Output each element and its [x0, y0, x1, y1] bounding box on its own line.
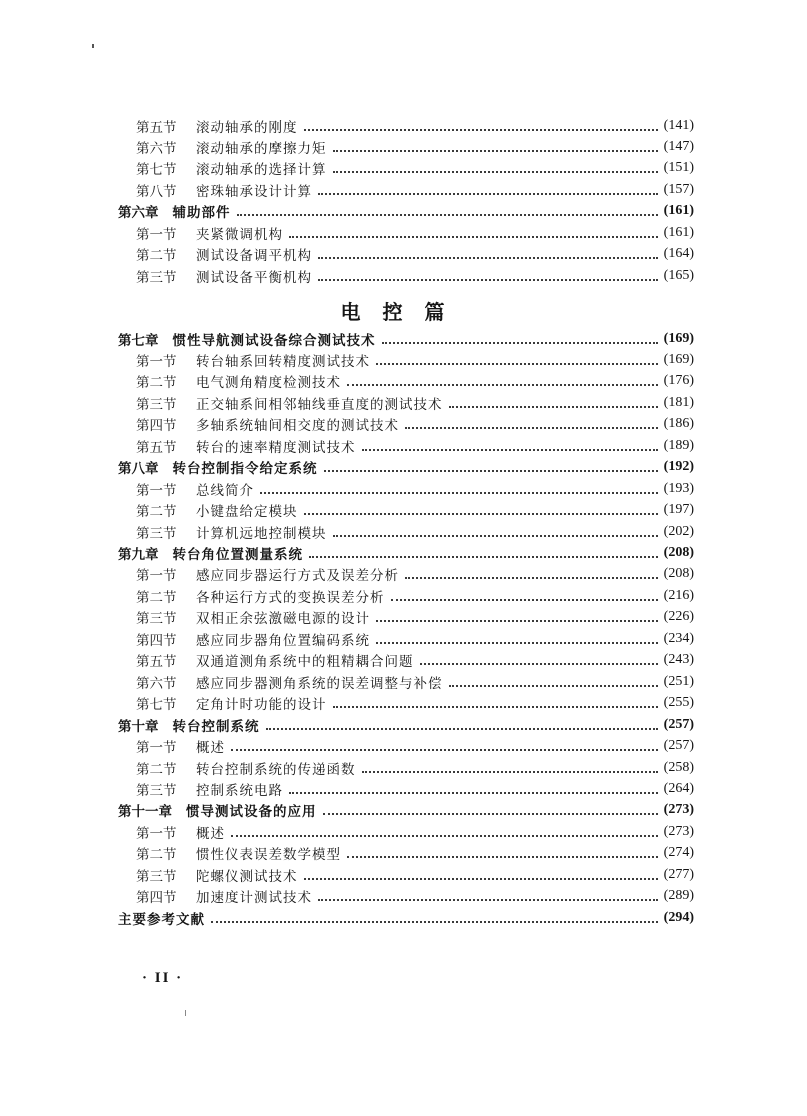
dot-leader: [266, 728, 658, 730]
toc-entry-page: (277): [663, 866, 694, 882]
toc-entry-page: (273): [663, 802, 694, 818]
toc-entry-number: 第二节: [136, 589, 177, 606]
toc-entry-page: (186): [663, 416, 694, 432]
toc-section-row[interactable]: [118, 222, 694, 243]
dot-leader: [231, 749, 658, 751]
toc-entry-title: 惯性仪表误差数学模型: [196, 847, 341, 864]
toc-entry-page: (234): [663, 630, 694, 646]
toc-entry-title: 控制系统电路: [196, 782, 283, 799]
dot-leader: [391, 599, 658, 601]
toc-entry-number: 第七节: [136, 697, 177, 714]
dot-leader: [420, 663, 658, 665]
dot-leader: [362, 771, 658, 773]
toc-section-row[interactable]: [118, 607, 694, 628]
toc-section-row[interactable]: [118, 585, 694, 606]
toc-entry-title: 概述: [196, 825, 225, 842]
dot-leader: [376, 620, 658, 622]
toc-entry-title: 转台控制系统: [172, 718, 260, 735]
toc-entry-number: 第三节: [136, 269, 177, 286]
toc-entry-title: 电气测角精度检测技术: [196, 375, 341, 392]
toc-entry-number: 第一节: [136, 353, 177, 370]
page-number-footer: · II ·: [142, 970, 184, 986]
toc-entry-title: 测试设备调平机构: [196, 248, 312, 265]
toc-entry-number: 第四节: [136, 632, 177, 649]
toc-entry-number: 第九章: [118, 547, 159, 563]
toc-entry-number: 第三节: [136, 868, 177, 885]
toc-entry-number: 第七章: [118, 332, 159, 349]
toc-entry-page: (189): [663, 437, 694, 453]
dot-leader: [382, 342, 658, 344]
toc-entry-title: 感应同步器测角系统的误差调整与补偿: [196, 675, 443, 692]
toc-entry-title: 总线简介: [196, 482, 254, 499]
toc-entry-page: (197): [663, 502, 694, 518]
toc-entry-title: 定角计时功能的设计: [196, 697, 327, 714]
toc-entry-page: (257): [663, 738, 694, 754]
toc-entry-title: 计算机远地控制模块: [196, 525, 327, 542]
toc-entry-number: 第三节: [136, 396, 177, 413]
toc-section-row[interactable]: [118, 821, 694, 842]
toc-entry-page: (161): [663, 224, 694, 240]
toc-entry-title: 多轴系统轴间相交度的测试技术: [196, 418, 399, 435]
toc-entry-page: (169): [663, 351, 694, 367]
toc-entry-title: 转台的速率精度测试技术: [196, 439, 356, 456]
toc-chapter-row[interactable]: [118, 800, 694, 821]
dot-leader: [333, 171, 658, 173]
toc-entry-title: 密珠轴承设计计算: [196, 183, 312, 200]
toc-chapter-row[interactable]: [118, 457, 694, 478]
dot-leader: [318, 899, 658, 901]
dot-leader: [318, 193, 658, 195]
toc-entry-page: (164): [663, 246, 694, 262]
toc-entry-title: 概述: [196, 740, 225, 757]
scan-speck: [185, 1010, 186, 1016]
dot-leader: [362, 449, 658, 451]
toc-section-row[interactable]: [118, 650, 694, 671]
toc-section-row[interactable]: [118, 671, 694, 692]
dot-leader: [309, 556, 658, 558]
dot-leader: [289, 236, 658, 238]
toc-entry-number: 第二节: [136, 375, 177, 392]
toc-entry-title: 转台角位置测量系统: [172, 547, 303, 563]
toc-section-row[interactable]: [118, 435, 694, 456]
toc-entry-number: 第十章: [118, 718, 159, 735]
dot-leader: [333, 150, 658, 152]
scan-speck: [92, 44, 94, 48]
toc-section-row[interactable]: [118, 843, 694, 864]
toc-entry-title: 陀螺仪测试技术: [196, 868, 298, 885]
toc-section-row[interactable]: [118, 349, 694, 370]
dot-leader: [324, 470, 658, 472]
toc-section-row[interactable]: [118, 693, 694, 714]
toc-section-row[interactable]: [118, 864, 694, 885]
toc-section-row[interactable]: [118, 521, 694, 542]
toc-section-row[interactable]: [118, 500, 694, 521]
toc-chapter-row[interactable]: [118, 714, 694, 735]
toc-entry-page: (251): [663, 673, 694, 689]
toc-entry-title: 滚动轴承的摩擦力矩: [196, 140, 327, 157]
toc-entry-page: (274): [663, 845, 694, 861]
dot-leader: [347, 384, 658, 386]
toc-entry-number: 第一节: [136, 226, 177, 243]
toc-entry-page: (161): [663, 203, 694, 219]
toc-entry-title: 测试设备平衡机构: [196, 269, 312, 286]
toc-entry-number: 第二节: [136, 248, 177, 265]
toc-entry-number: 第三节: [136, 782, 177, 799]
toc-entry-page: (193): [663, 480, 694, 496]
dot-leader: [289, 792, 658, 794]
toc-entry-page: (257): [663, 716, 694, 732]
toc-entry-number: 第四节: [136, 890, 177, 907]
toc-entry-title: 感应同步器角位置编码系统: [196, 632, 370, 649]
toc-entry-page: (151): [663, 160, 694, 176]
toc-section-row[interactable]: [118, 414, 694, 435]
toc-entry-page: (208): [663, 566, 694, 582]
toc-entry-page: (258): [663, 759, 694, 775]
dot-leader: [376, 363, 658, 365]
toc-entry-number: 第六节: [136, 140, 177, 157]
toc-entry-page: (208): [663, 545, 694, 560]
toc-entry-title: 感应同步器运行方式及误差分析: [196, 568, 399, 585]
toc-entry-number: 第七节: [136, 162, 177, 179]
toc-entry-title: 小键盘给定模块: [196, 504, 298, 521]
toc-entry-title: 夹紧微调机构: [196, 226, 283, 243]
toc-entry-title: 双相正余弦激磁电源的设计: [196, 611, 370, 628]
toc-entry-number: 第四节: [136, 418, 177, 435]
toc-entry-number: 第五节: [136, 119, 177, 136]
toc-chapter-row[interactable]: [118, 201, 694, 222]
toc-entry-title: 惯导测试设备的应用: [186, 804, 317, 821]
toc-entry-page: (255): [663, 695, 694, 711]
dot-leader: [405, 427, 658, 429]
dot-leader: [237, 214, 658, 216]
toc-entry-number: 第八节: [136, 183, 177, 200]
toc-section-row[interactable]: [118, 778, 694, 799]
dot-leader: [318, 279, 658, 281]
toc-entry-number: 第一节: [136, 482, 177, 499]
toc-section-row[interactable]: [118, 478, 694, 499]
toc-section-row[interactable]: [118, 736, 694, 757]
toc-entry-title: 加速度计测试技术: [196, 890, 312, 907]
part-title: 电控篇: [340, 300, 467, 324]
toc-section-row[interactable]: [118, 158, 694, 179]
toc-chapter-row[interactable]: [118, 907, 694, 928]
toc-entry-number: 第二节: [136, 761, 177, 778]
toc-entry-page: (264): [663, 780, 694, 796]
dot-leader: [405, 577, 658, 579]
toc-entry-page: (147): [663, 138, 694, 154]
toc-entry-page: (192): [663, 459, 694, 475]
toc-chapter-row[interactable]: [118, 543, 694, 564]
dot-leader: [260, 492, 658, 494]
toc-entry-number: 第一节: [136, 740, 177, 757]
toc-section-row[interactable]: [118, 886, 694, 907]
toc-entry-number: 第五节: [136, 654, 177, 671]
toc-entry-title: 主要参考文献: [118, 911, 205, 928]
toc-entry-number: 第五节: [136, 439, 177, 456]
toc-entry-number: 第六节: [136, 675, 177, 692]
toc-entry-title: 正交轴系间相邻轴线垂直度的测试技术: [196, 396, 443, 413]
toc-section-row[interactable]: [118, 392, 694, 413]
toc-entry-title: 滚动轴承的刚度: [196, 119, 298, 136]
toc-section-row[interactable]: [118, 244, 694, 265]
toc-entry-title: 辅助部件: [172, 205, 231, 222]
toc-entry-page: (157): [663, 181, 694, 197]
toc-section-row[interactable]: [118, 136, 694, 157]
dot-leader: [304, 878, 658, 880]
toc-section-row[interactable]: [118, 757, 694, 778]
toc-entry-page: (226): [663, 609, 694, 625]
dot-leader: [211, 921, 658, 923]
dot-leader: [304, 513, 658, 515]
dot-leader: [333, 706, 658, 708]
toc-entry-title: 转台控制系统的传递函数: [196, 761, 356, 778]
toc-entry-number: 第六章: [118, 205, 159, 222]
toc-chapter-row[interactable]: [118, 328, 694, 349]
toc-entry-page: (181): [663, 394, 694, 410]
dot-leader: [376, 642, 658, 644]
toc-entry-number: 第八章: [118, 461, 159, 478]
toc-entry-page: (176): [663, 373, 694, 389]
toc-entry-page: (273): [663, 823, 694, 839]
toc-entry-number: 第三节: [136, 525, 177, 542]
toc-entry-page: (141): [663, 117, 694, 133]
dot-leader: [449, 406, 658, 408]
toc-entry-page: (169): [663, 330, 694, 346]
dot-leader: [231, 835, 658, 837]
dot-leader: [323, 813, 658, 815]
toc-section-row[interactable]: [118, 564, 694, 585]
toc-entry-number: 第二节: [136, 847, 177, 864]
toc-entry-page: (289): [663, 888, 694, 904]
dot-leader: [347, 856, 658, 858]
toc-entry-title: 双通道测角系统中的粗精耦合问题: [196, 654, 414, 671]
toc-entry-number: 第一节: [136, 568, 177, 585]
toc-section-row[interactable]: [118, 628, 694, 649]
dot-leader: [318, 257, 658, 259]
toc-entry-page: (165): [663, 267, 694, 283]
toc-entry-title: 转台控制指令给定系统: [172, 461, 318, 478]
toc-entry-page: (243): [663, 652, 694, 668]
dot-leader: [304, 129, 658, 131]
toc-section-row[interactable]: [118, 179, 694, 200]
toc-entry-number: 第二节: [136, 504, 177, 521]
toc-entry-number: 第三节: [136, 611, 177, 628]
toc-entry-title: 惯性导航测试设备综合测试技术: [172, 332, 376, 349]
toc-section-row[interactable]: [118, 115, 694, 136]
toc-entry-number: 第一节: [136, 825, 177, 842]
toc-entry-title: 转台轴系回转精度测试技术: [196, 353, 370, 370]
toc-entry-title: 滚动轴承的选择计算: [196, 162, 327, 179]
toc-entry-page: (216): [663, 587, 694, 603]
dot-leader: [333, 535, 658, 537]
toc-entry-page: (202): [663, 523, 694, 539]
toc-entry-page: (294): [663, 909, 694, 925]
toc-section-row[interactable]: [118, 371, 694, 392]
toc-entry-title: 各种运行方式的变换误差分析: [196, 589, 385, 606]
toc-entry-number: 第十一章: [118, 804, 172, 821]
dot-leader: [449, 685, 658, 687]
toc-section-row[interactable]: [118, 265, 694, 286]
